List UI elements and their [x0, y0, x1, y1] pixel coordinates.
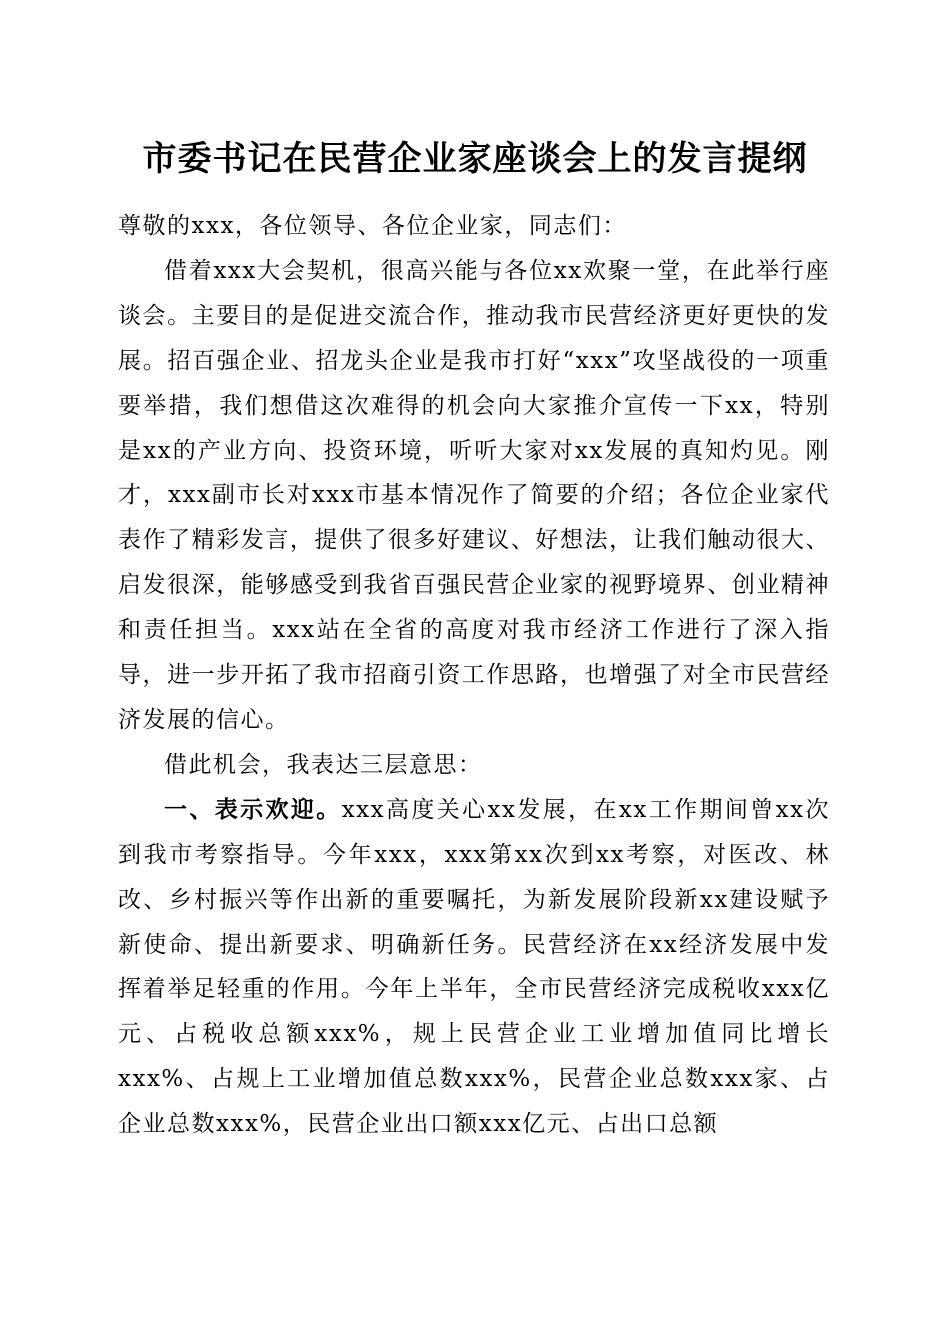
document-body: [118, 204, 830, 1147]
paragraph-opening: 借着xxx大会契机，很高兴能与各位xx欢聚一堂，在此举行座谈会。主要目的是促进交流合作，推动我市民营经济更好更快的发展。招百强企业、招龙头企业是我市打好“xxx”攻坚战役的一项重要举措，我们想借这次难得的机会向大家推介宣传一下xx，特别是xx的产业方向、投资环境，听听大家对xx发展的真知灼见。刚才，xxx副市长对xxx市基本情况作了简要的介绍；各位企业家代表作了精彩发言，提供了很多好建议、好想法，让我们触动很大、启发很深，能够感受到我省百强民营企业家的视野境界、创业精神和责任担当。xxx站在全省的高度对我市经济工作进行了深入指导，进一步开拓了我市招商引资工作思路，也增强了对全市民营经济发展的信心。: [118, 257, 830, 733]
salutation: 尊敬的xxx，各位领导、各位企业家，同志们：: [118, 213, 627, 239]
section-1-heading: 一、表示欢迎。: [164, 796, 342, 823]
document-title: 市委书记在民营企业家座谈会上的发言提纲: [142, 139, 808, 179]
paragraph-section-1: [118, 788, 830, 1147]
section-1-text: xxx高度关心xx发展，在xx工作期间曾xx次到我市考察指导。今年xxx，xxx第xx次到xx考察，对医改、林改、乡村振兴等作出新的重要嘱托，为新发展阶段新xx建设赋予新使命、提出新要求、明确新任务。民营经济在xx经济发展中发挥着举足轻重的作用。今年上半年，全市民营经济完成税收xxx亿元、占税收总额xxx%，规上民营企业工业增加值同比增长xxx%、占规上工业增加值总数xxx%，民营企业总数xxx家、占企业总数xxx%，民营企业出口额xxx亿元、占出口总额: [118, 796, 830, 1138]
paragraph-transition: 借此机会，我表达三层意思：: [164, 751, 483, 778]
